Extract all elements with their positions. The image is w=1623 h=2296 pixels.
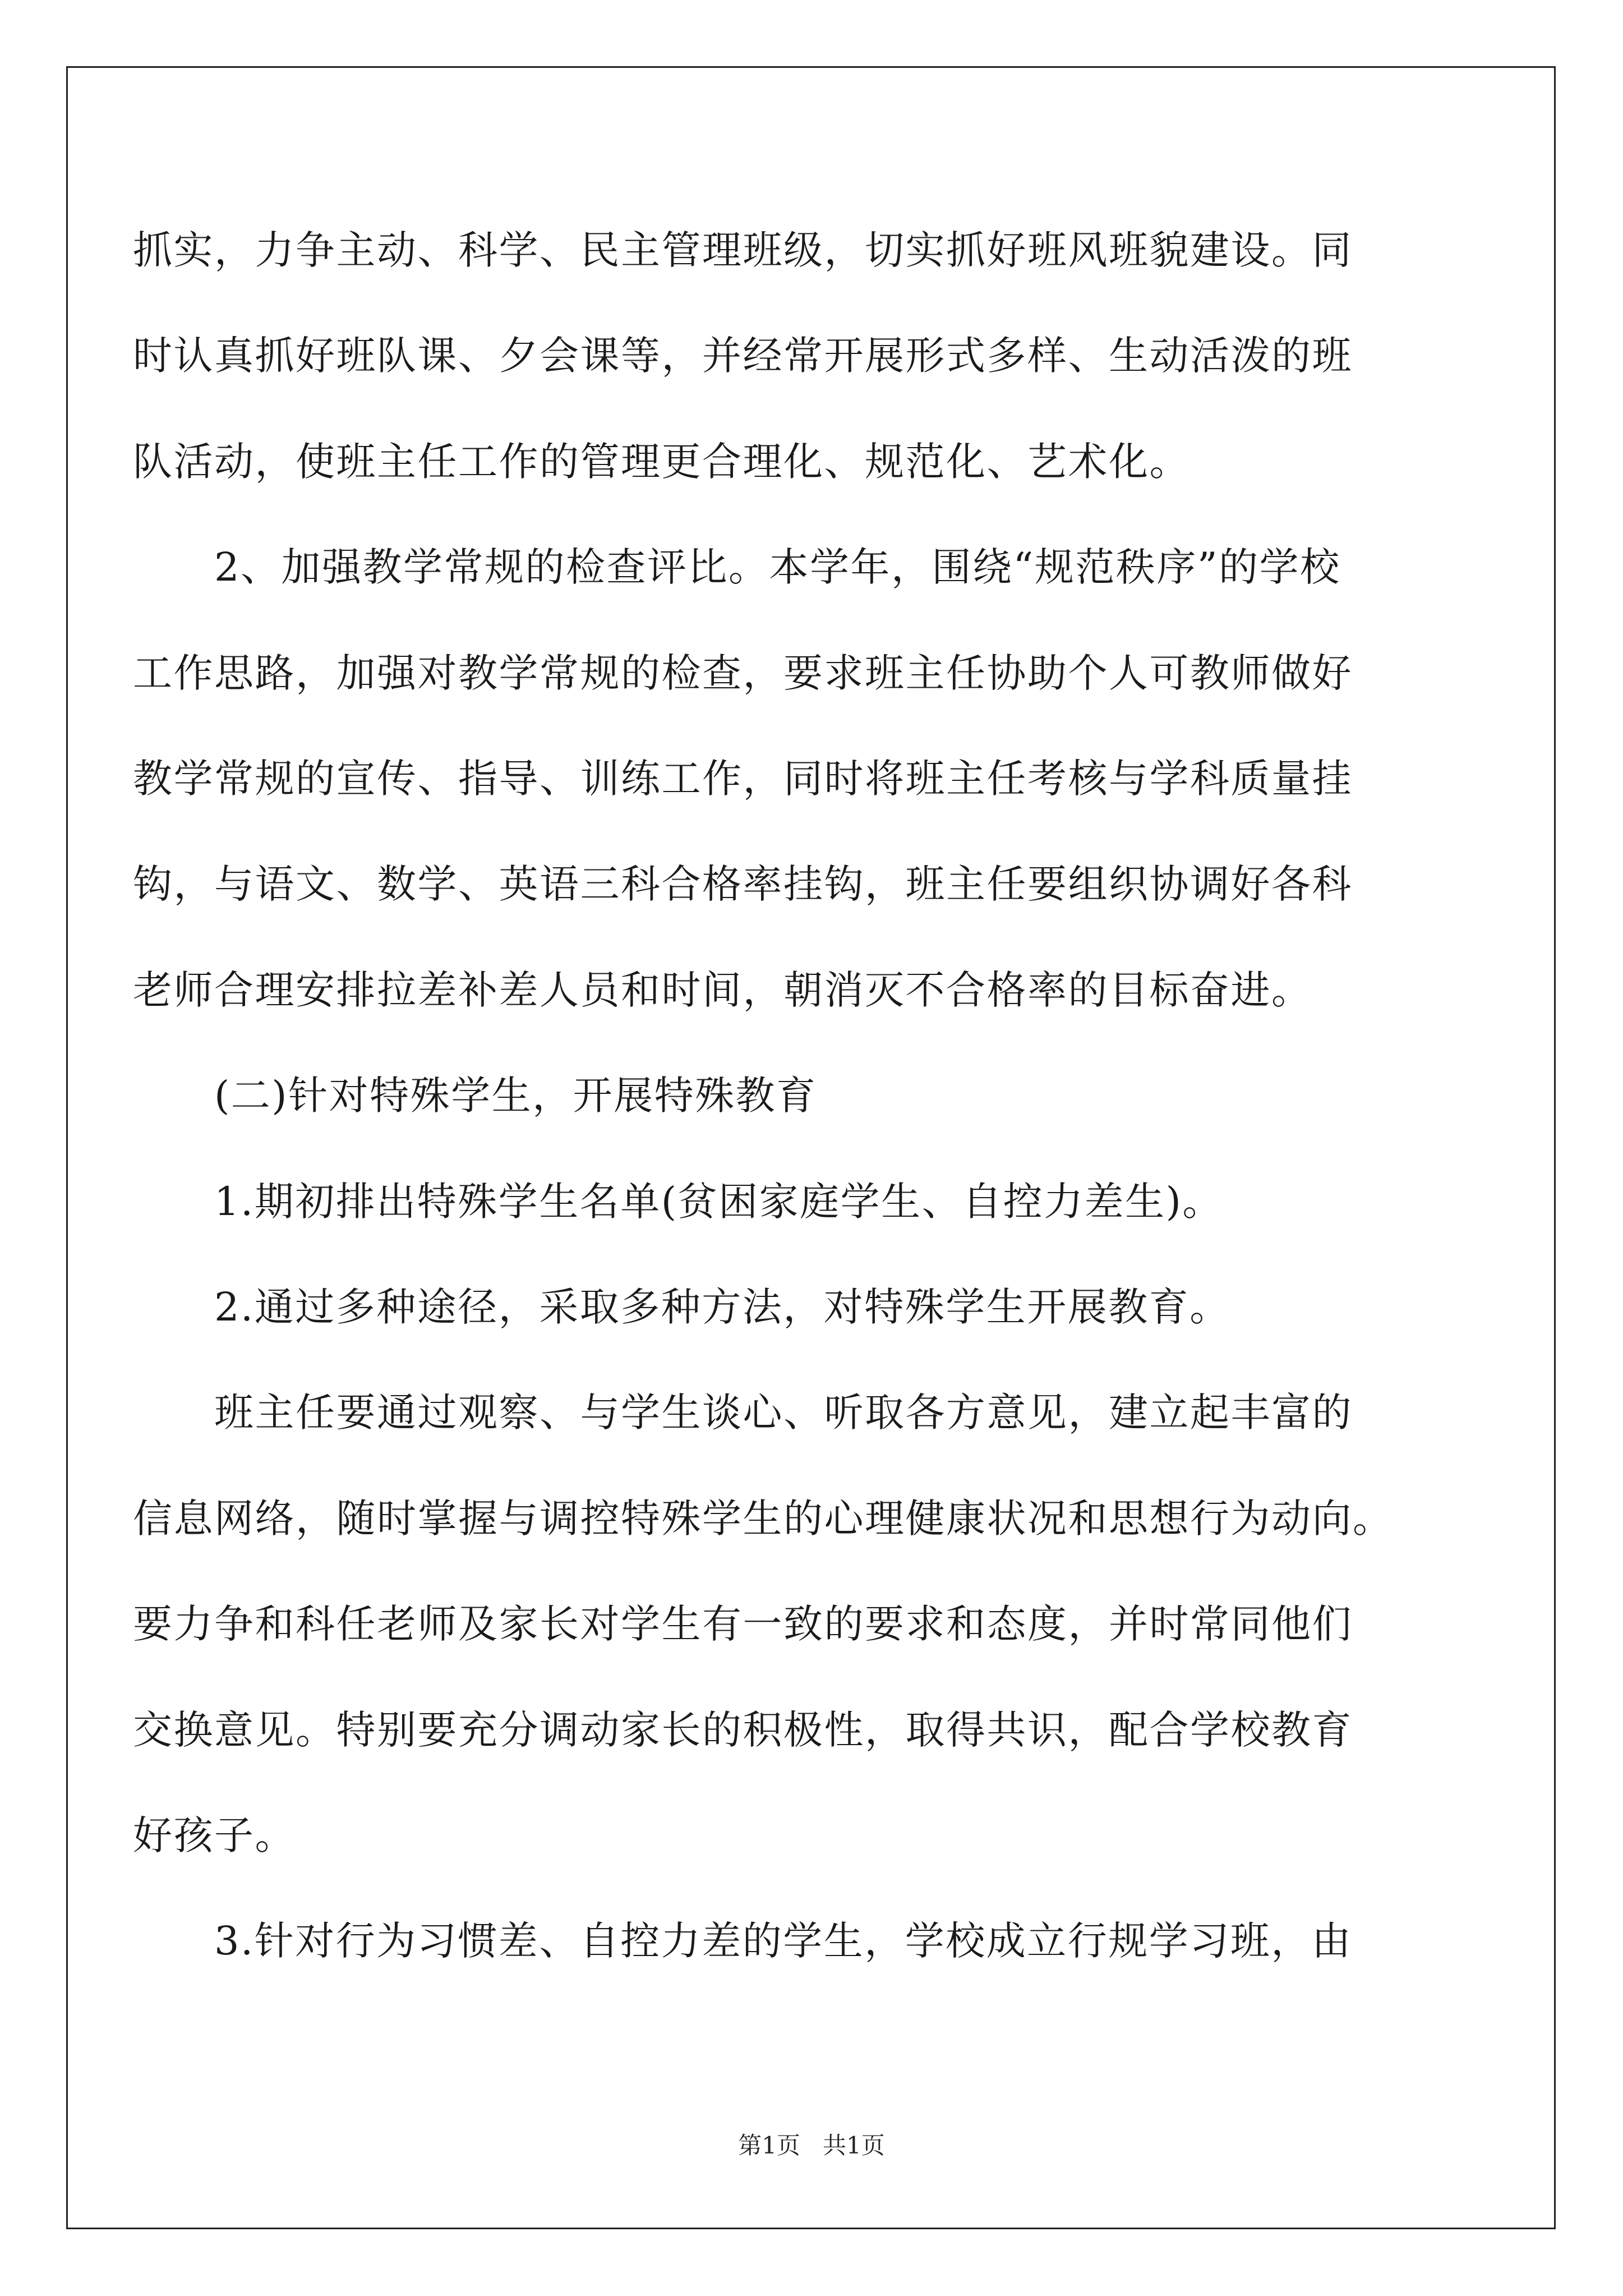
text-line: 抓实，力争主动、科学、民主管理班级，切实抓好班风班貌建设。同 <box>133 227 1353 273</box>
page-footer <box>0 2129 1623 2162</box>
text-line: 教学常规的宣传、指导、训练工作，同时将班主任考核与学科质量挂 <box>133 756 1353 802</box>
text-line: 要力争和科任老师及家长对学生有一致的要求和态度，并时常同他们 <box>133 1601 1353 1647</box>
text-line: 班主任要通过观察、与学生谈心、听取各方意见，建立起丰富的 <box>133 1389 1353 1435</box>
text-line: 队活动，使班主任工作的管理更合理化、规范化、艺术化。 <box>133 439 1190 485</box>
text-line: 钩，与语文、数学、英语三科合格率挂钩，班主任要组织协调好各科 <box>133 861 1353 907</box>
text-line: 3.针对行为习惯差、自控力差的学生，学校成立行规学习班，由 <box>133 1918 1353 1964</box>
page-total: 共1页 <box>823 2132 885 2159</box>
text-line: 2、加强教学常规的检查评比。本学年，围绕“规范秩序”的学校 <box>133 544 1341 590</box>
text-line: 1.期初排出特殊学生名单(贫困家庭学生、自控力差生)。 <box>133 1179 1223 1225</box>
text-line: 好孩子。 <box>133 1812 296 1858</box>
text-line: 老师合理安排拉差补差人员和时间，朝消灭不合格率的目标奋进。 <box>133 967 1312 1013</box>
page-number: 第1页 <box>738 2132 800 2159</box>
text-line: 信息网络，随时掌握与调控特殊学生的心理健康状况和思想行为动向。 <box>133 1496 1394 1542</box>
text-line: 2.通过多种途径，采取多种方法，对特殊学生开展教育。 <box>133 1284 1230 1330</box>
section-heading: (二)针对特殊学生，开展特殊教育 <box>133 1073 817 1119</box>
text-line: 交换意见。特别要充分调动家长的积极性，取得共识，配合学校教育 <box>133 1707 1353 1753</box>
page-border <box>66 66 1556 2229</box>
text-line: 工作思路，加强对教学常规的检查，要求班主任协助个人可教师做好 <box>133 650 1353 696</box>
text-line: 时认真抓好班队课、夕会课等，并经常开展形式多样、生动活泼的班 <box>133 333 1353 379</box>
